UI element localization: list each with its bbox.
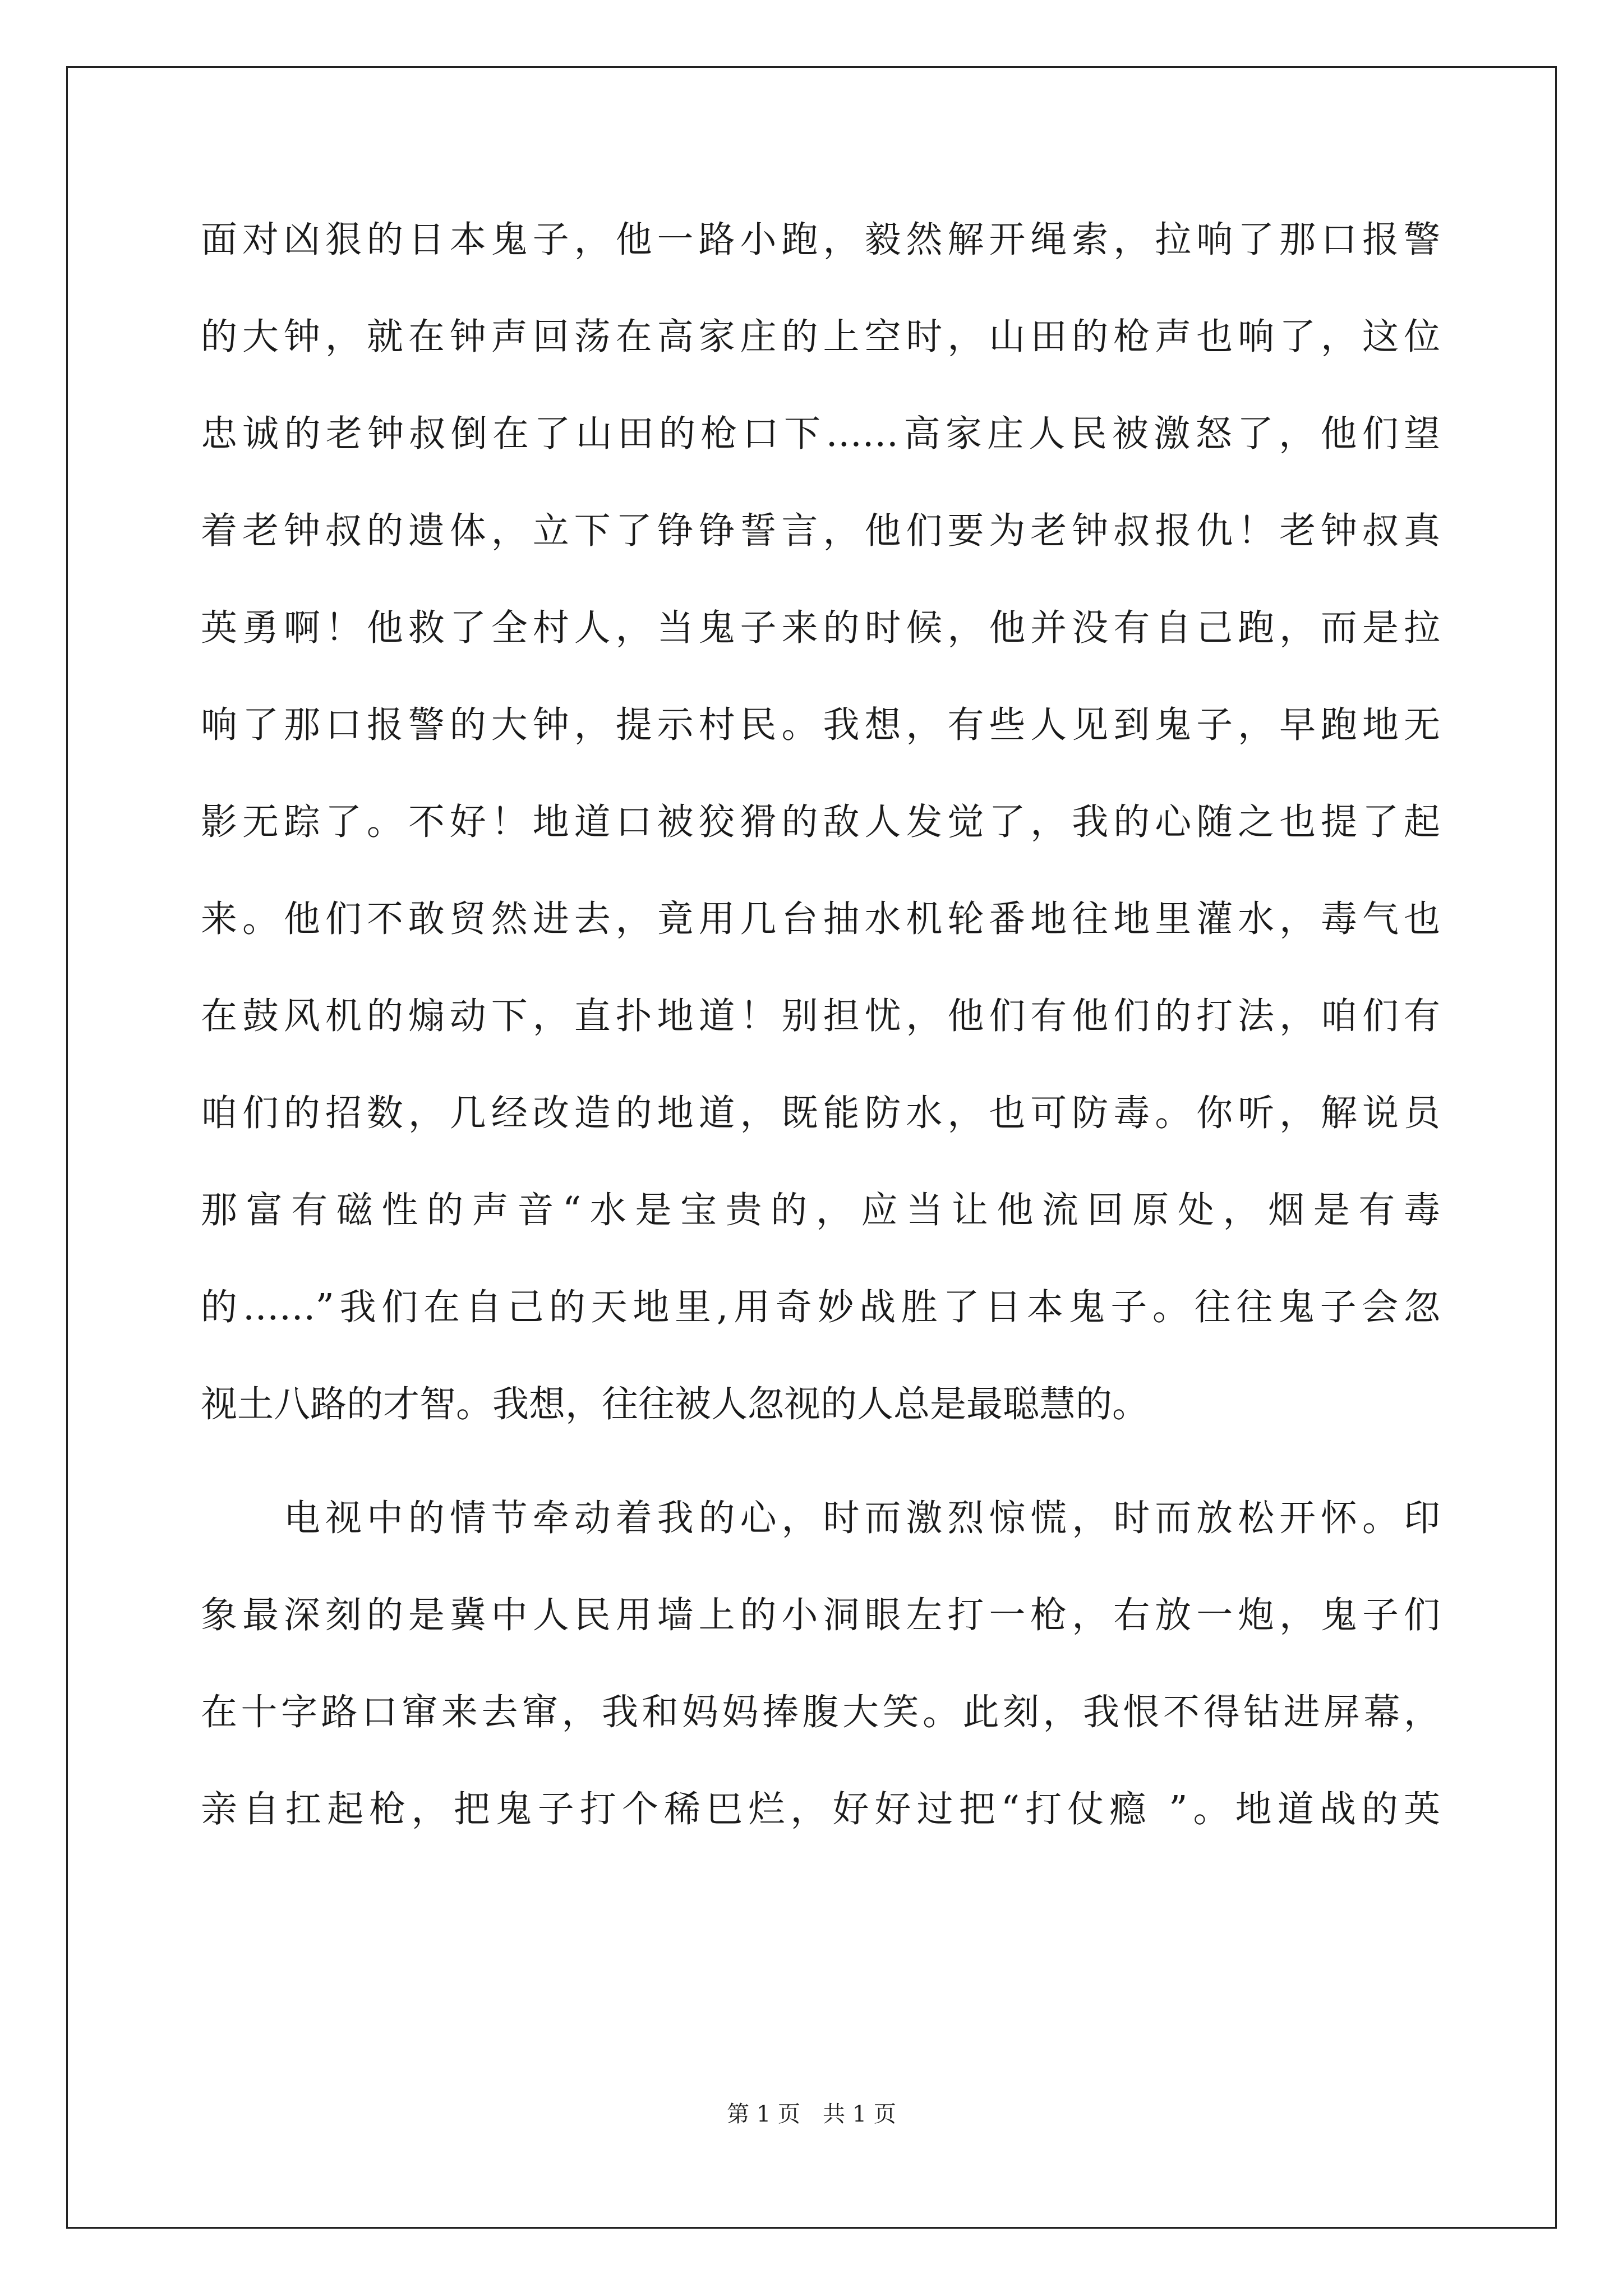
body-line: 那富有磁性的声音“水是宝贵的，应当让他流回原处，烟是有毒 [201, 1189, 1440, 1231]
body-line: 视土八路的才智。我想，往往被人忽视的人总是最聪慧的。 [201, 1383, 1149, 1425]
body-line: 忠诚的老钟叔倒在了山田的枪口下……高家庄人民被激怒了，他们望 [201, 413, 1440, 455]
body-line: 响了那口报警的大钟，提示村民。我想，有些人见到鬼子，早跑地无 [201, 704, 1440, 746]
body-line: 在鼓风机的煽动下，直扑地道！别担忧，他们有他们的打法，咱们有 [201, 995, 1440, 1037]
body-line: 着老钟叔的遗体，立下了铮铮誓言，他们要为老钟叔报仇！老钟叔真 [201, 510, 1440, 552]
paragraph-gap [201, 1481, 1440, 1498]
body-line: 的大钟，就在钟声回荡在高家庄的上空时，山田的枪声也响了，这位 [201, 316, 1440, 358]
body-line: 影无踪了。不好！地道口被狡猾的敌人发觉了，我的心随之也提了起 [201, 801, 1440, 843]
page-number-footer: 第 1 页 共 1 页 [727, 2101, 896, 2127]
body-line: 的……”我们在自己的天地里,用奇妙战胜了日本鬼子。往往鬼子会忽 [201, 1286, 1440, 1328]
body-line: 电视中的情节牵动着我的心，时而激烈惊慌，时而放松开怀。印 [284, 1497, 1440, 1539]
body-line: 英勇啊！他救了全村人，当鬼子来的时候，他并没有自己跑，而是拉 [201, 607, 1440, 649]
body-line: 来。他们不敢贸然进去，竟用几台抽水机轮番地往地里灌水，毒气也 [201, 898, 1440, 940]
body-line: 面对凶狠的日本鬼子，他一路小跑，毅然解开绳索，拉响了那口报警 [201, 219, 1440, 261]
body-line: 在十字路口窜来去窜，我和妈妈捧腹大笑。此刻，我恨不得钻进屏幕， [201, 1691, 1440, 1733]
body-line: 咱们的招数，几经改造的地道，既能防水，也可防毒。你听，解说员 [201, 1092, 1440, 1134]
body-line: 象最深刻的是冀中人民用墙上的小洞眼左打一枪，右放一炮，鬼子们 [201, 1594, 1440, 1636]
document-body [201, 220, 1440, 1887]
body-line: 亲自扛起枪，把鬼子打个稀巴烂，好好过把“打仗瘾 ”。地道战的英 [201, 1788, 1440, 1830]
